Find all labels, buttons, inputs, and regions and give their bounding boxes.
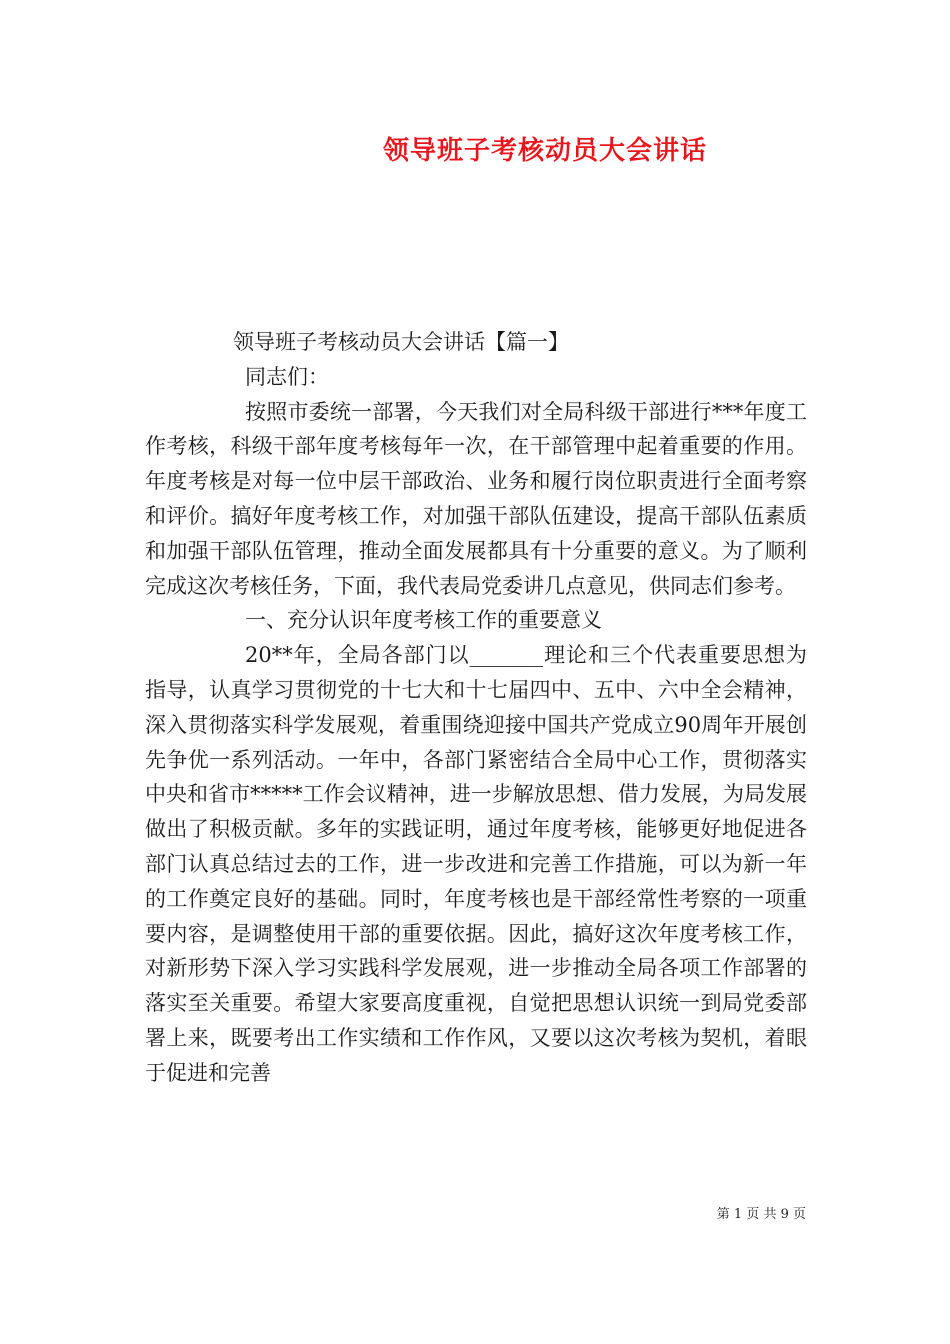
section-heading-1: 一、充分认识年度考核工作的重要意义 bbox=[245, 608, 602, 633]
document-body bbox=[145, 325, 807, 1091]
page-number-footer: 第 1 页 共 9 页 bbox=[716, 1207, 806, 1222]
salutation: 同志们： bbox=[245, 364, 329, 389]
article-subtitle: 领导班子考核动员大会讲话【篇一】 bbox=[233, 330, 569, 354]
paragraph-intro: 按照市委统一部署，今天我们对全局科级干部进行***年度工作考核，科级干部年度考核每年一次，在干部管理中起着重要的作用。年度考核是对每一位中层干部政治、业务和履行岗位职责进行全面考察和评价。搞好年度考核工作，对加强干部队伍建设，提高干部队伍素质和加强干部队伍管理，推动全面发展都具有十分重要的意义。为了顺利完成这次考核任务，下面，我代表局党委讲几点意见，供同志们参考。 bbox=[145, 399, 807, 598]
paragraph-section-1: 20**年，全局各部门以_______理论和三个代表重要思想为指导，认真学习贯彻党的十七大和十七届四中、五中、六中全会精神，深入贯彻落实科学发展观，着重围绕迎接中国共产党成立90周年开展创先争优一系列活动。一年中，各部门紧密结合全局中心工作，贯彻落实中央和省市*****工作会议精神，进一步解放思想、借力发展，为局发展做出了积极贡献。多年的实践证明，通过年度考核，能够更好地促进各部门认真总结过去的工作，进一步改进和完善工作措施，可以为新一年的工作奠定良好的基础。同时，年度考核也是干部经常性考察的一项重要内容，是调整使用干部的重要依据。因此，搞好这次年度考核工作，对新形势下深入学习实践科学发展观，进一步推动全局各项工作部署的落实至关重要。希望大家要高度重视，自觉把思想认识统一到局党委部署上来，既要考出工作实绩和工作作风，又要以这次考核为契机，着眼于促进和完善 bbox=[145, 643, 807, 1085]
document-title: 领导班子考核动员大会讲话 bbox=[382, 136, 707, 166]
